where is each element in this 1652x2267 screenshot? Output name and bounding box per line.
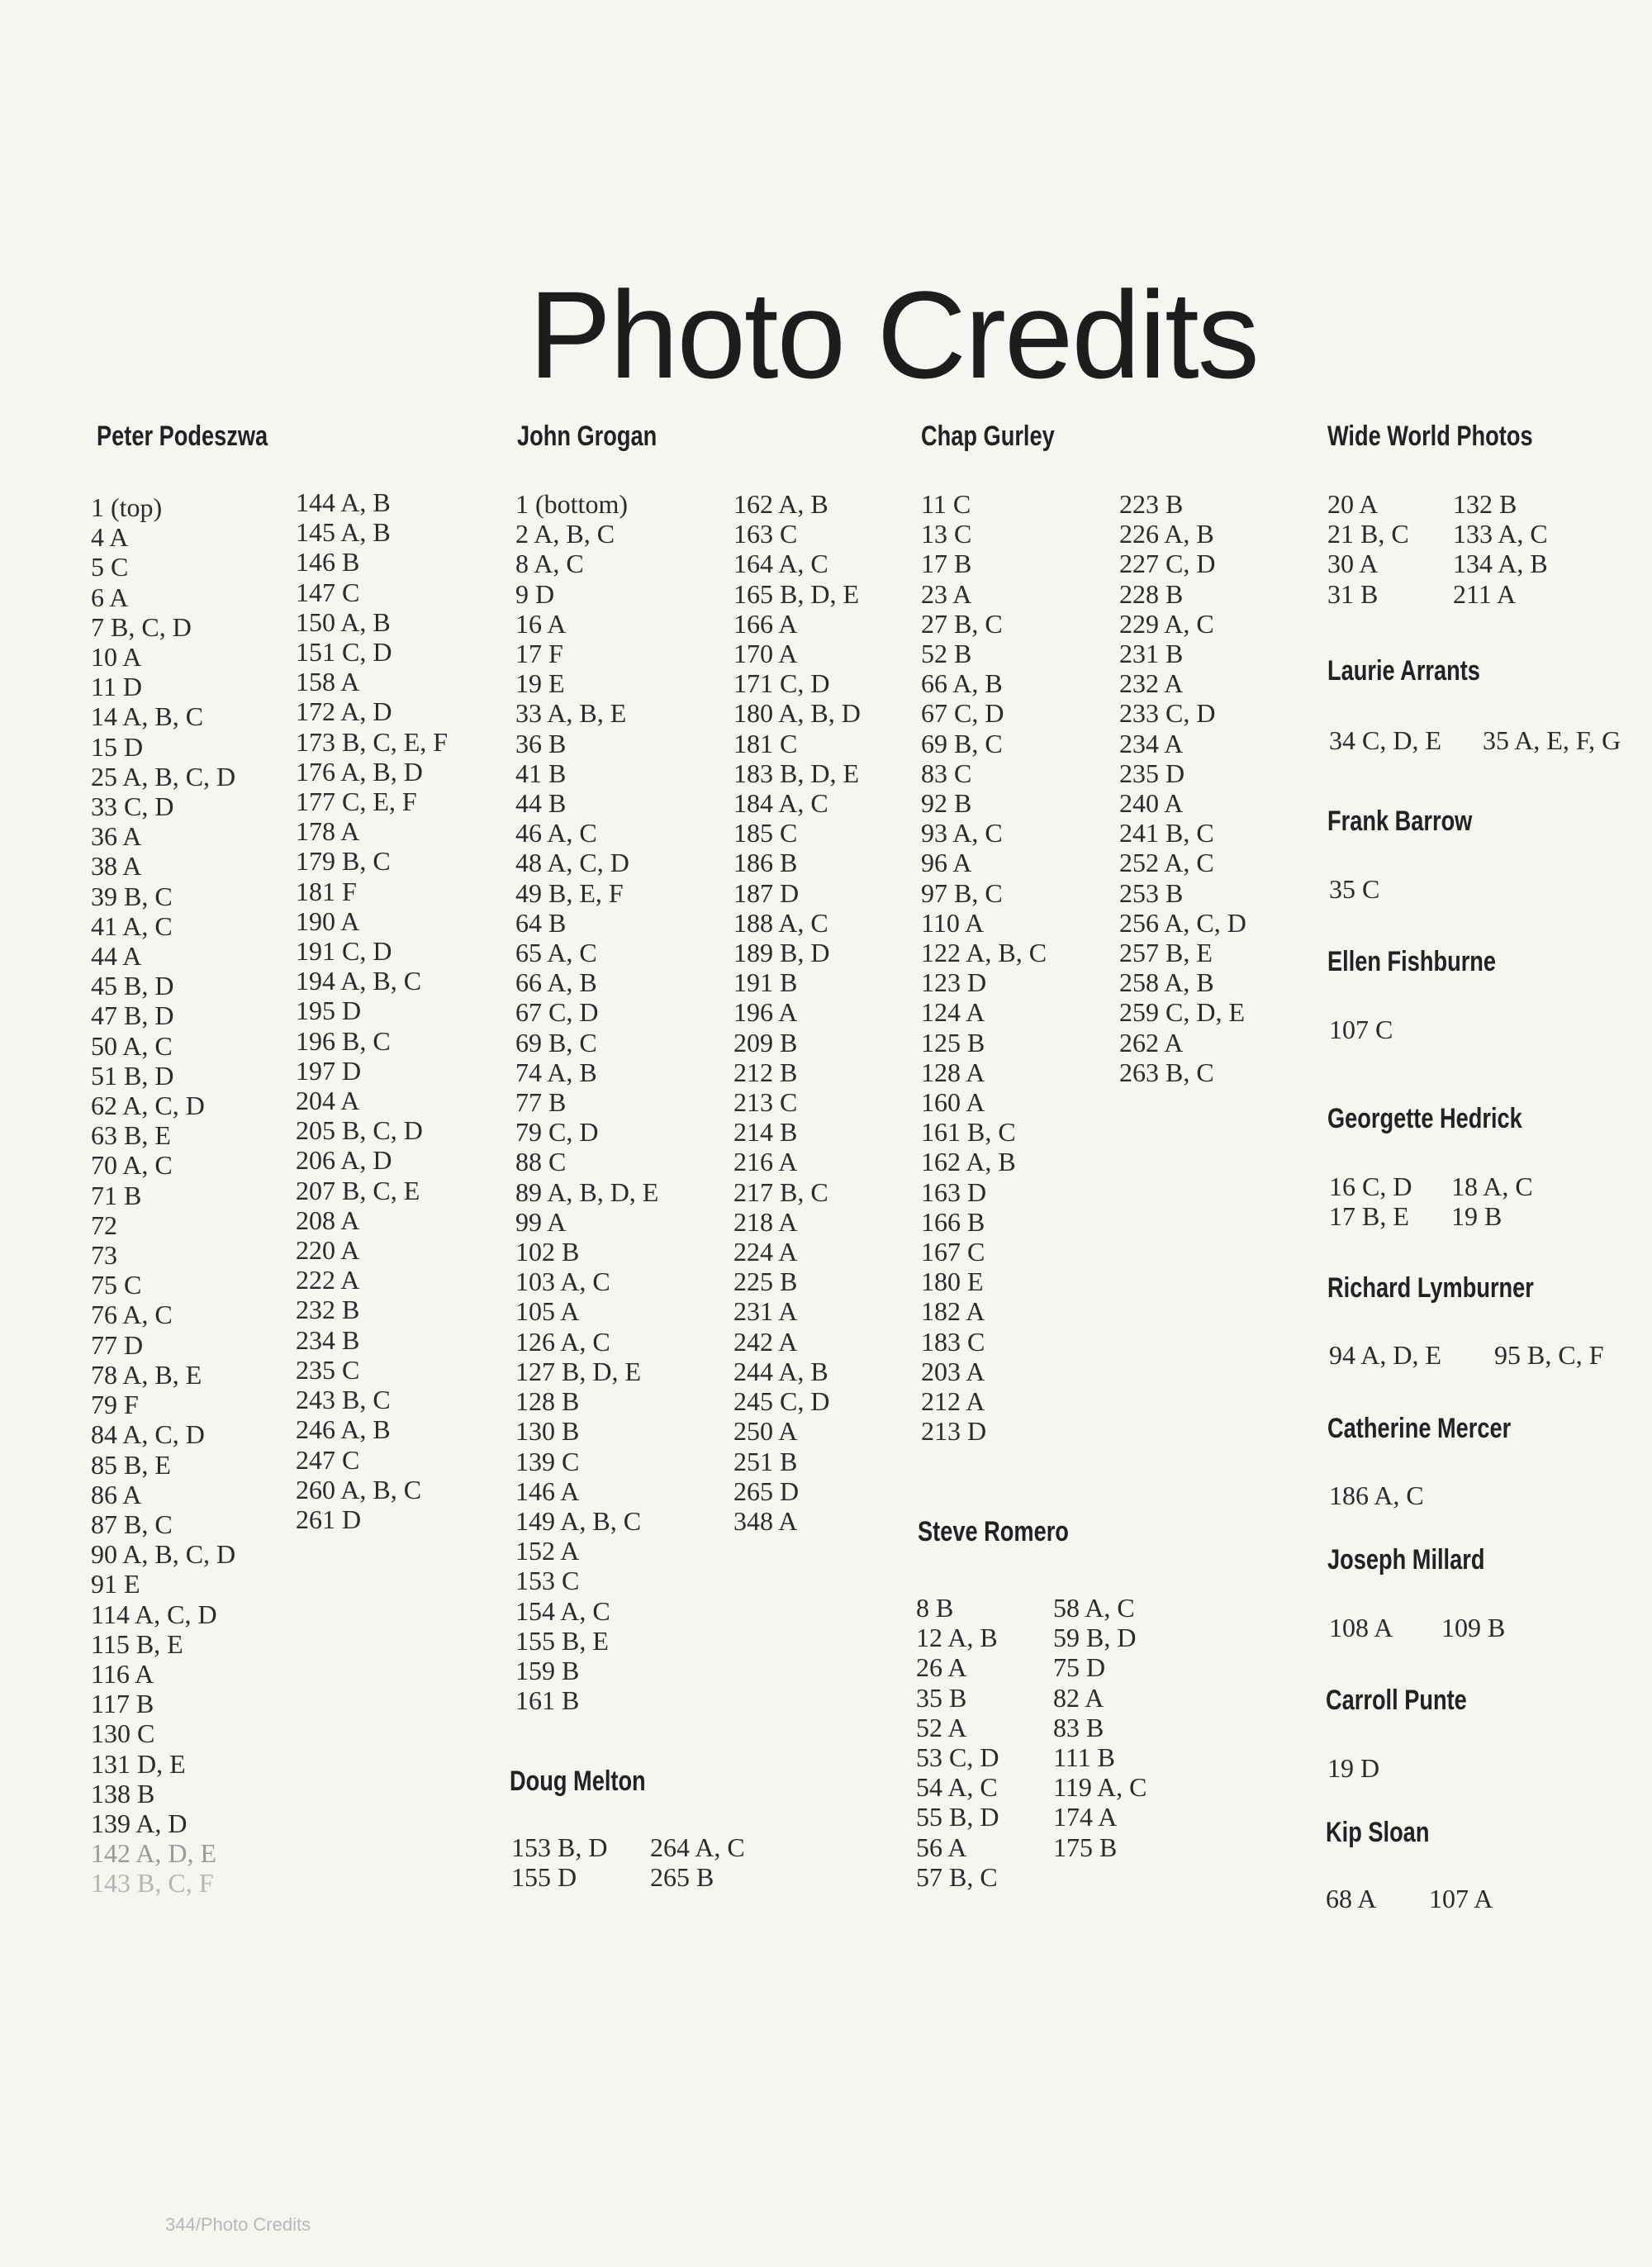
credit-entry: 51 B, D: [91, 1060, 174, 1091]
credit-entry: 94 A, D, E: [1329, 1340, 1441, 1370]
credit-entry: 35 B: [916, 1682, 967, 1713]
credit-entry: 15 D: [91, 731, 144, 762]
credit-entry: 184 A, C: [733, 788, 828, 819]
credit-entry: 14 A, B, C: [91, 701, 204, 732]
credit-entry: 16 A: [515, 608, 567, 639]
credit-entry: 224 A: [733, 1237, 798, 1267]
credit-heading-wideworld: Wide World Photos: [1327, 421, 1533, 452]
credit-list-melton-1: [511, 1832, 607, 1892]
credit-entry: 159 B: [515, 1655, 580, 1685]
credit-entry: 165 B, D, E: [733, 578, 859, 609]
credit-entry: 68 A: [1326, 1884, 1377, 1913]
credit-entry: 234 A: [1119, 728, 1184, 758]
credit-entry: 191 B: [733, 967, 798, 998]
credit-entry: 4 A: [91, 522, 129, 553]
credit-entry: 5 C: [91, 552, 129, 582]
credit-heading-arrants: Laurie Arrants: [1327, 655, 1480, 687]
credit-entry: 54 A, C: [916, 1772, 998, 1803]
credit-entry: 36 A: [91, 821, 142, 852]
credit-entry: 232 A: [1119, 668, 1184, 699]
credit-entry: 75 C: [91, 1270, 142, 1300]
credit-entry: 245 C, D: [733, 1386, 830, 1417]
credit-list-romero-2: [1053, 1593, 1147, 1862]
credit-entry: 1 (top): [91, 492, 163, 522]
credit-entry: 226 A, B: [1119, 519, 1214, 549]
credit-entry: 96 A: [921, 848, 972, 878]
credit-entry: 161 B: [515, 1685, 580, 1716]
credit-entry: 154 A, C: [515, 1595, 610, 1626]
credit-entry: 263 B, C: [1119, 1057, 1214, 1087]
credit-entry: 179 B, C: [296, 846, 391, 877]
credit-entry: 8 B: [916, 1593, 954, 1623]
credit-entry: 261 D: [296, 1504, 362, 1534]
credit-entry: 246 A, B: [296, 1414, 391, 1445]
credit-entry: 162 A, B: [921, 1147, 1016, 1177]
credit-entry: 139 A, D: [91, 1808, 188, 1838]
credit-entry: 196 B, C: [296, 1025, 391, 1056]
credit-entry: 19 D: [1327, 1753, 1380, 1783]
credit-entry: 33 A, B, E: [515, 698, 627, 729]
credit-entry: 162 A, B: [733, 489, 828, 519]
credit-entry: 262 A: [1119, 1027, 1184, 1057]
credit-entry: 69 B, C: [515, 1027, 597, 1057]
credit-entry: 220 A: [296, 1235, 360, 1266]
credit-entry: 240 A: [1119, 788, 1184, 819]
credit-heading-fishburne: Ellen Fishburne: [1327, 946, 1497, 977]
credit-entry: 186 B: [733, 848, 798, 878]
credit-entry: 72: [91, 1210, 117, 1240]
credit-entry: 78 A, B, E: [91, 1359, 202, 1390]
credit-entry: 212 B: [733, 1057, 798, 1087]
credit-entry: 1 (bottom): [515, 489, 628, 519]
credit-entry: 181 F: [296, 876, 357, 906]
credit-entry: 256 A, C, D: [1119, 907, 1246, 938]
credit-entry: 103 A, C: [515, 1267, 610, 1297]
credit-entry: 19 B: [1451, 1201, 1502, 1232]
credit-entry: 114 A, C, D: [91, 1599, 217, 1629]
credit-entry: 90 A, B, C, D: [91, 1539, 236, 1570]
credit-entry: 127 B, D, E: [515, 1356, 641, 1386]
credit-entry: 6 A: [91, 582, 129, 612]
credit-entry: 218 A: [733, 1206, 798, 1237]
credit-heading-sloan: Kip Sloan: [1326, 1817, 1430, 1848]
credit-entry: 102 B: [515, 1237, 580, 1267]
credit-list-gurley-2: [1119, 489, 1246, 1087]
credit-entry: 252 A, C: [1119, 848, 1214, 878]
credit-entry: 260 A, B, C: [296, 1474, 422, 1504]
credit-entry: 133 A, C: [1453, 519, 1548, 549]
credit-entry: 182 A: [921, 1296, 985, 1327]
credit-entry: 124 A: [921, 997, 985, 1028]
credit-entry: 27 B, C: [921, 608, 1003, 639]
credit-entry: 57 B, C: [916, 1861, 998, 1892]
credit-entry: 77 B: [515, 1087, 567, 1118]
credit-entry: 58 A, C: [1053, 1593, 1135, 1623]
credit-entry: 52 B: [921, 639, 972, 669]
credit-entry: 153 B, D: [511, 1832, 608, 1862]
credit-entry: 95 B, C, F: [1494, 1340, 1604, 1370]
credit-entry: 155 D: [511, 1862, 577, 1893]
credit-entry: 197 D: [296, 1055, 362, 1086]
credit-entry: 145 A, B: [296, 517, 391, 548]
credit-entry: 181 C: [733, 728, 798, 758]
credit-entry: 56 A: [916, 1832, 967, 1862]
credit-entry: 139 C: [515, 1446, 580, 1476]
credit-entry: 86 A: [91, 1479, 142, 1509]
credit-entry: 191 C, D: [296, 936, 392, 967]
credit-entry: 69 B, C: [921, 728, 1003, 758]
credit-entry: 73: [91, 1240, 117, 1271]
credit-entry: 213 D: [921, 1416, 987, 1447]
credit-entry: 10 A: [91, 642, 142, 672]
credit-entry: 18 A, C: [1451, 1172, 1533, 1201]
credit-heading-punte: Carroll Punte: [1326, 1685, 1467, 1716]
credit-entry: 147 C: [296, 577, 360, 607]
credit-entry: 149 A, B, C: [515, 1505, 642, 1536]
credit-entry: 130 B: [515, 1416, 580, 1447]
credit-entry: 186 A, C: [1329, 1480, 1424, 1510]
credit-entry: 160 A: [921, 1087, 985, 1118]
credit-entry: 46 A, C: [515, 818, 597, 848]
credit-entry: 87 B, C: [91, 1509, 173, 1539]
credit-entry: 11 D: [91, 672, 142, 702]
credit-entry: 35 A, E, F, G: [1483, 725, 1621, 755]
credit-entry: 12 A, B: [916, 1623, 998, 1653]
credit-entry: 225 B: [733, 1267, 798, 1297]
credit-entry: 83 C: [921, 758, 972, 788]
credit-entry: 109 B: [1441, 1613, 1506, 1642]
credit-entry: 8 A, C: [515, 549, 584, 579]
credit-entry: 36 B: [515, 728, 567, 758]
credit-entry: 251 B: [733, 1446, 798, 1476]
credit-entry: 241 B, C: [1119, 818, 1214, 848]
credit-entry: 153 C: [515, 1566, 580, 1596]
credit-entry: 111 B: [1053, 1742, 1115, 1773]
credit-list-podeszwa-2: [296, 487, 448, 1534]
credit-entry: 67 C, D: [921, 698, 1004, 729]
credit-heading-barrow: Frank Barrow: [1327, 806, 1473, 837]
credit-entry: 17 B: [921, 549, 972, 579]
credit-entry: 17 F: [515, 639, 563, 669]
credit-heading-mercer: Catherine Mercer: [1327, 1413, 1512, 1444]
credit-entry: 174 A: [1053, 1802, 1118, 1832]
credit-heading-hedrick: Georgette Hedrick: [1327, 1103, 1522, 1134]
credit-entry: 152 A: [515, 1536, 580, 1566]
credit-entry: 19 E: [515, 668, 565, 699]
credit-entry: 63 B, E: [91, 1120, 171, 1151]
credit-entry: 134 A, B: [1453, 549, 1548, 579]
credit-entry: 67 C, D: [515, 997, 599, 1028]
credit-entry: 235 D: [1119, 758, 1185, 788]
credit-entry: 264 A, C: [650, 1832, 745, 1862]
credit-entry: 76 A, C: [91, 1300, 173, 1330]
credit-entry: 259 C, D, E: [1119, 997, 1245, 1028]
credit-entry: 13 C: [921, 519, 972, 549]
credit-list-grogan-2: [733, 489, 861, 1536]
credit-heading-lymburner: Richard Lymburner: [1327, 1272, 1534, 1304]
credit-entry: 99 A: [515, 1206, 567, 1237]
credit-entry: 62 A, C, D: [91, 1091, 205, 1121]
credit-entry: 83 B: [1053, 1712, 1104, 1742]
credit-list-romero-1: [916, 1593, 999, 1892]
credit-entry: 228 B: [1119, 578, 1184, 609]
credit-entry: 190 A: [296, 905, 360, 936]
credit-entry: 65 A, C: [515, 938, 597, 968]
credit-entry: 188 A, C: [733, 907, 828, 938]
credit-entry: 232 B: [296, 1295, 360, 1325]
credit-entry: 183 B, D, E: [733, 758, 859, 788]
credit-entry: 74 A, B: [515, 1057, 597, 1087]
credit-entry: 77 D: [91, 1329, 144, 1360]
credit-entry: 253 B: [1119, 877, 1184, 908]
credit-entry: 128 B: [515, 1386, 580, 1417]
credit-entry: 122 A, B, C: [921, 938, 1047, 968]
credit-entry: 216 A: [733, 1147, 798, 1177]
credit-entry: 55 B, D: [916, 1802, 999, 1832]
credit-entry: 206 A, D: [296, 1145, 392, 1176]
credit-entry: 142 A, D, E: [91, 1838, 216, 1869]
credit-entry: 178 A: [296, 816, 360, 847]
credit-list-gurley-1: [921, 489, 1047, 1447]
credit-entry: 208 A: [296, 1205, 360, 1235]
credit-entry: 84 A, C, D: [91, 1419, 205, 1450]
credit-entry: 116 A: [91, 1658, 154, 1689]
credit-entry: 242 A: [733, 1326, 798, 1357]
credit-entry: 164 A, C: [733, 549, 828, 579]
credit-entry: 213 C: [733, 1087, 798, 1118]
credit-heading-romero: Steve Romero: [918, 1516, 1069, 1547]
credit-entry: 204 A: [296, 1086, 360, 1116]
credit-entry: 189 B, D: [733, 938, 830, 968]
credit-entry: 158 A: [296, 667, 360, 697]
credit-entry: 187 D: [733, 877, 800, 908]
credit-entry: 234 B: [296, 1324, 360, 1355]
credit-entry: 66 A, B: [921, 668, 1003, 699]
credit-entry: 195 D: [296, 996, 362, 1026]
credit-entry: 47 B, D: [91, 1000, 174, 1031]
credit-entry: 128 A: [921, 1057, 985, 1087]
credit-entry: 125 B: [921, 1027, 985, 1057]
credit-entry: 70 A, C: [91, 1150, 173, 1181]
credit-entry: 250 A: [733, 1416, 798, 1447]
credit-entry: 144 A, B: [296, 487, 391, 517]
page-title: Photo Credits: [529, 265, 1258, 404]
credit-entry: 227 C, D: [1119, 549, 1216, 579]
credit-heading-podeszwa: Peter Podeszwa: [97, 421, 268, 452]
credit-entry: 25 A, B, C, D: [91, 761, 236, 791]
credit-entry: 348 A: [733, 1505, 798, 1536]
credit-entry: 105 A: [515, 1296, 580, 1327]
credit-entry: 119 A, C: [1053, 1772, 1147, 1803]
credit-entry: 132 B: [1453, 489, 1517, 519]
credit-entry: 265 D: [733, 1476, 800, 1506]
credit-entry: 123 D: [921, 967, 987, 998]
credit-entry: 146 B: [296, 547, 360, 577]
credit-list-wideworld-2: [1453, 489, 1548, 609]
credit-entry: 222 A: [296, 1265, 360, 1295]
credit-heading-grogan: John Grogan: [517, 421, 657, 452]
credit-list-melton-2: [650, 1832, 745, 1892]
credit-entry: 88 C: [515, 1147, 567, 1177]
credit-entry: 45 B, D: [91, 971, 174, 1001]
credit-entry: 205 B, C, D: [296, 1115, 423, 1146]
credit-entry: 117 B: [91, 1689, 154, 1719]
credit-entry: 16 C, D: [1329, 1172, 1412, 1201]
credit-entry: 243 B, C: [296, 1385, 391, 1415]
credit-entry: 217 B, C: [733, 1176, 828, 1207]
credit-entry: 150 A, B: [296, 606, 391, 637]
credit-entry: 20 A: [1327, 489, 1379, 519]
credit-entry: 155 B, E: [515, 1625, 609, 1656]
credit-entry: 211 A: [1453, 578, 1517, 609]
credit-entry: 176 A, B, D: [296, 756, 423, 787]
credit-entry: 33 C, D: [91, 791, 174, 822]
credit-entry: 212 A: [921, 1386, 985, 1417]
credit-entry: 11 C: [921, 489, 971, 519]
credit-entry: 180 A, B, D: [733, 698, 861, 729]
credit-entry: 194 A, B, C: [296, 966, 422, 996]
credit-entry: 30 A: [1327, 549, 1379, 579]
credit-entry: 167 C: [921, 1237, 985, 1267]
credit-entry: 49 B, E, F: [515, 877, 624, 908]
credit-entry: 151 C, D: [296, 637, 392, 668]
credit-entry: 21 B, C: [1327, 519, 1409, 549]
credit-entry: 41 A, C: [91, 910, 173, 941]
credit-entry: 163 D: [921, 1176, 987, 1207]
credit-entry: 34 C, D, E: [1329, 725, 1441, 755]
credit-entry: 258 A, B: [1119, 967, 1214, 998]
credit-entry: 79 C, D: [515, 1117, 599, 1148]
credit-entry: 233 C, D: [1119, 698, 1216, 729]
credit-heading-millard: Joseph Millard: [1327, 1544, 1485, 1575]
credit-heading-gurley: Chap Gurley: [921, 421, 1055, 452]
credit-list-grogan-1: [515, 489, 658, 1715]
credit-entry: 247 C: [296, 1444, 360, 1475]
credit-entry: 130 C: [91, 1718, 155, 1749]
credit-entry: 82 A: [1053, 1682, 1104, 1713]
credit-entry: 229 A, C: [1119, 608, 1214, 639]
credit-entry: 166 B: [921, 1206, 985, 1237]
credit-entry: 177 C, E, F: [296, 787, 417, 817]
credit-entry: 2 A, B, C: [515, 519, 615, 549]
credit-entry: 115 B, E: [91, 1628, 183, 1659]
credit-entry: 203 A: [921, 1356, 985, 1386]
credit-entry: 183 C: [921, 1326, 985, 1357]
credit-entry: 23 A: [921, 578, 972, 609]
credit-entry: 146 A: [515, 1476, 580, 1506]
credit-entry: 52 A: [916, 1712, 967, 1742]
credit-entry: 91 E: [91, 1569, 140, 1599]
credit-entry: 107 A: [1429, 1884, 1493, 1913]
credit-entry: 93 A, C: [921, 818, 1003, 848]
credit-entry: 85 B, E: [91, 1449, 171, 1480]
credit-entry: 53 C, D: [916, 1742, 999, 1773]
credit-entry: 138 B: [91, 1778, 155, 1808]
credit-entry: 214 B: [733, 1117, 798, 1148]
credit-entry: 97 B, C: [921, 877, 1003, 908]
credit-entry: 48 A, C, D: [515, 848, 629, 878]
credit-entry: 207 B, C, E: [296, 1175, 420, 1205]
credit-entry: 26 A: [916, 1652, 967, 1683]
credit-entry: 231 B: [1119, 639, 1184, 669]
credit-entry: 223 B: [1119, 489, 1184, 519]
credit-entry: 44 B: [515, 788, 567, 819]
credit-entry: 17 B, E: [1329, 1201, 1409, 1232]
credit-entry: 41 B: [515, 758, 567, 788]
credit-entry: 265 B: [650, 1862, 714, 1893]
credit-entry: 163 C: [733, 519, 798, 549]
credit-entry: 31 B: [1327, 578, 1379, 609]
credit-entry: 44 A: [91, 941, 142, 972]
credit-entry: 66 A, B: [515, 967, 597, 998]
credit-entry: 9 D: [515, 578, 555, 609]
credit-entry: 172 A, D: [296, 696, 392, 727]
credit-entry: 131 D, E: [91, 1748, 186, 1779]
credit-entry: 50 A, C: [91, 1030, 173, 1061]
credit-heading-melton: Doug Melton: [510, 1766, 646, 1797]
credit-entry: 196 A: [733, 997, 798, 1028]
credit-entry: 173 B, C, E, F: [296, 726, 449, 757]
credit-entry: 143 B, C, F: [91, 1868, 214, 1899]
credit-list-hedrick-1: [1329, 1172, 1412, 1231]
credit-entry: 59 B, D: [1053, 1623, 1137, 1653]
credit-entry: 166 A: [733, 608, 798, 639]
credit-entry: 39 B, C: [91, 881, 173, 911]
credit-list-podeszwa-1: [91, 492, 235, 1899]
credit-entry: 235 C: [296, 1354, 360, 1385]
credit-entry: 126 A, C: [515, 1326, 610, 1357]
credit-entry: 171 C, D: [733, 668, 830, 699]
credit-entry: 7 B, C, D: [91, 611, 192, 642]
credit-entry: 257 B, E: [1119, 938, 1213, 968]
credit-entry: 231 A: [733, 1296, 798, 1327]
credit-list-hedrick-2: [1451, 1172, 1533, 1231]
credit-entry: 110 A: [921, 907, 985, 938]
credit-list-wideworld-1: [1327, 489, 1409, 609]
credit-entry: 209 B: [733, 1027, 798, 1057]
credit-entry: 175 B: [1053, 1832, 1118, 1862]
credit-entry: 244 A, B: [733, 1356, 828, 1386]
credit-entry: 185 C: [733, 818, 798, 848]
credit-entry: 92 B: [921, 788, 972, 819]
credit-entry: 79 F: [91, 1390, 139, 1420]
credit-entry: 107 C: [1329, 1015, 1393, 1044]
credit-entry: 38 A: [91, 851, 142, 882]
credit-entry: 35 C: [1329, 874, 1380, 904]
credit-entry: 180 E: [921, 1267, 984, 1297]
credit-entry: 108 A: [1329, 1613, 1393, 1642]
credit-entry: 75 D: [1053, 1652, 1106, 1683]
credit-entry: 161 B, C: [921, 1117, 1016, 1148]
credit-entry: 170 A: [733, 639, 798, 669]
credit-entry: 64 B: [515, 907, 567, 938]
page-footer: 344/Photo Credits: [165, 2214, 311, 2235]
credit-entry: 71 B: [91, 1180, 142, 1210]
credit-entry: 89 A, B, D, E: [515, 1176, 659, 1207]
